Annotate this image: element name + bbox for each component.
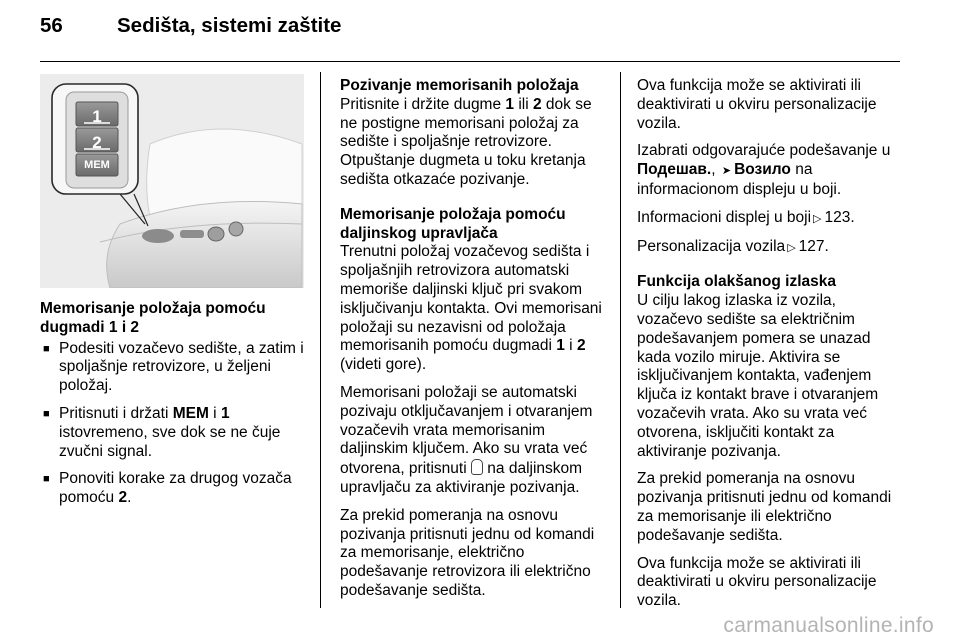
- paragraph: Za prekid pomeranja na osnovu pozivanja pritisnuti jednu od komandi za memorisanje, električno podešavanje retrovizora ili električno podešavanje sedišta.: [340, 506, 595, 599]
- section-heading: Memorisanje položaja pomoću daljinskog upravljača: [340, 205, 566, 242]
- column-1: [40, 300, 306, 517]
- paragraph: Informacioni displej u boji ▷ 123.: [637, 209, 903, 229]
- memory-button-mem: MEM: [84, 159, 110, 171]
- column-2: [340, 77, 606, 610]
- memory-button-2: 2: [92, 133, 102, 152]
- paragraph: Personalizacija vozila ▷ 127.: [637, 238, 903, 258]
- section-heading: Memorisanje položaja pomoću dugmadi 1 i 2: [40, 300, 266, 336]
- column-divider: [620, 72, 621, 608]
- paragraph: U cilju lakog izlaska iz vozila, vozačevo sedište sa električnim podešavanjem pomera se unazad kada vozilo miruje. Aktivira se isključivanjem kontakta, vađenjem ključa iz kontakt brave i otvaranjem vozačevih vrata. Ako su vrata već otvorena, isključiti kontakt za aktiviranje pozivanja.: [637, 292, 879, 460]
- page-reference-icon: ▷: [787, 241, 796, 254]
- paragraph: Za prekid pomeranja na osnovu pozivanja pritisnuti jednu od komandi za memorisanje ili električno podešavanje sedišta.: [637, 470, 892, 544]
- seat-memory-figure: [40, 74, 304, 288]
- list-item: ■ Pritisnuti i držati MEM i 1 istovremeno, sve dok se ne čuje zvučni signal.: [40, 405, 306, 461]
- list-item: ■ Ponoviti korake za drugog vozača pomoću 2.: [40, 470, 306, 508]
- section-heading: Funkcija olakšanog izlaska: [637, 273, 836, 291]
- paragraph: Trenutni položaj vozačevog sedišta i spoljašnjih retrovizora automatski memoriše daljinski ključ pri svakom isključivanju kontakta. Ovi memorisani položaji su nezavisni od položaja memorisanih pomoću dugmadi 1 i 2 (videti gore).: [340, 243, 602, 374]
- paragraph: Ova funkcija može se aktivirati ili deaktivirati u okviru personalizacije vozila.: [637, 77, 877, 132]
- page-number: 56: [40, 14, 63, 37]
- list-item: ■ Podesiti vozačevo sedište, a zatim i spoljašnje retrovizore, u željeni položaj.: [40, 340, 306, 396]
- column-3: [637, 77, 903, 620]
- arrow-right-icon: ➤: [721, 165, 732, 178]
- paragraph: Izabrati odgovarajuće podešavanje u Подешав., ➤ Возило na informacionom displeju u boji.: [637, 142, 891, 198]
- watermark: carmanualsonline.info: [723, 614, 934, 637]
- paragraph: Memorisani položaji se automatski pozivaju otključavanjem i otvaranjem vozačevih vrata memorisanim daljinskim ključem. Ako su vrata već otvorena, pritisnuti na daljinskom upravljaču za aktiviranje pozivanja.: [340, 383, 593, 496]
- memory-button-1: 1: [92, 107, 102, 126]
- page-reference-icon: ▷: [813, 212, 822, 225]
- paragraph: Ova funkcija može se aktivirati ili deaktivirati u okviru personalizacije vozila.: [637, 554, 877, 610]
- page-title: Sedišta, sistemi zaštite: [117, 14, 342, 37]
- paragraph: Pritisnite i držite dugme 1 ili 2 dok se ne postigne memorisani položaj za sedište i spoljašnje retrovizore. Otpuštanje dugmeta u toku kretanja sedišta otkazaće pozivanje.: [340, 95, 592, 188]
- unlock-key-icon: [471, 459, 483, 475]
- header-rule: [40, 61, 900, 62]
- column-divider: [320, 72, 321, 608]
- section-heading: Pozivanje memorisanih položaja: [340, 77, 579, 94]
- steps-list: [40, 340, 306, 508]
